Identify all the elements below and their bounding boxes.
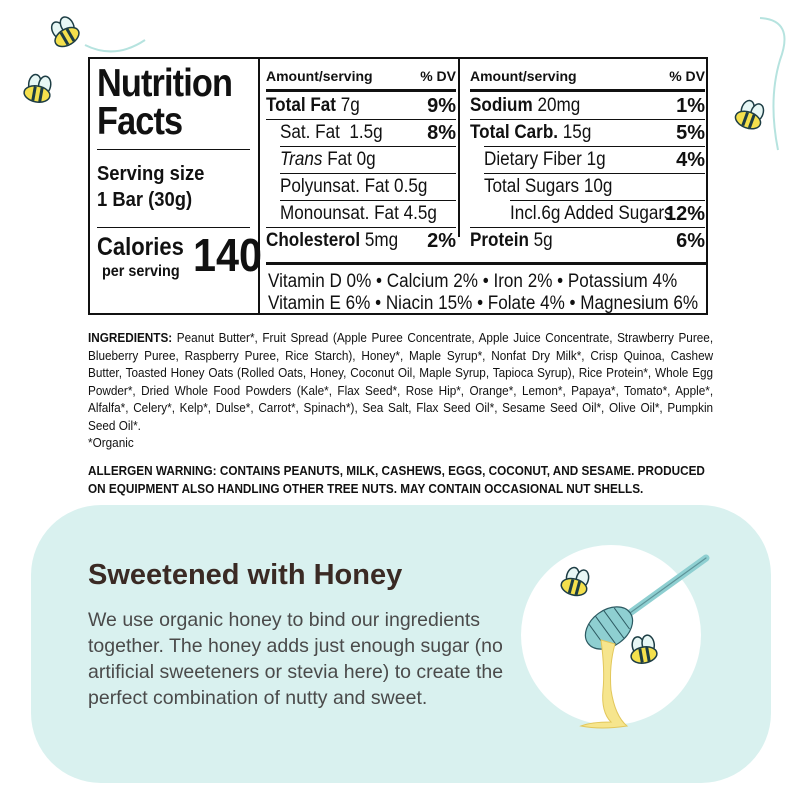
nutrient-row [470,93,705,119]
nutrient-amount: 4.5g [403,203,437,224]
nutrient-name: Sodium [470,95,533,116]
nutrient-dv: 2% [427,230,456,252]
ingredients-list: Peanut Butter*, Fruit Spread (Apple Puree Concentrate, Apple Juice Concentrate, Strawberry Puree, Blueberry Puree, Raspberry Puree, Rice Starch), Honey*, Maple Syrup*, Nonfat Dry Milk*, Crisp Quinoa, Cashew Butter, Toasted Honey Oats (Rolled Oats, Honey, Coconut Oil, Maple Syrup, Tapioca Syrup), Rice Protein*, Whole Egg Powder*, Dried Whole Food Powders (Kale*, Flax Seed*, Rose Hip*, Orange*, Lemon*, Papaya*, Tomato*, Apple*, Alfalfa*, Celery*, Kelp*, Dulse*, Carrot*, Spinach*), Sea Salt, Flax Seed Oil*, Sesame Seed Oil*, Olive Oil*, Pumpkin Seed Oil*. [88,331,714,433]
bee-icon [549,563,599,607]
amount-header: Amount/serving [470,68,577,84]
dv-header: % DV [420,68,456,84]
divider [470,89,705,92]
nutrient-dv: 6% [676,230,705,252]
nutrient-amount: 0.5g [394,176,428,197]
nutrient-amount: 1.5g [349,122,383,143]
vitamins-line-2: Vitamin E 6% • Niacin 15% • Folate 4% • Magnesium 6% [268,293,699,314]
nutrient-amount: 7g [340,95,360,116]
nutrient-name: Monounsat. Fat [280,203,399,224]
nutrient-row [484,174,705,200]
title-line-2: Facts [97,100,183,143]
nutrient-row [266,228,456,254]
nutrient-name: Trans [280,149,323,170]
nutrient-amount: 20mg [537,95,581,116]
divider [266,89,456,92]
nutrient-name: Total Carb. [470,122,559,143]
ingredients-text [88,330,713,453]
vitamins-minerals [268,271,698,315]
nutrient-row [266,93,456,119]
bee-icon [619,631,669,675]
calories-label: Calories [97,233,184,261]
nutrient-row [484,147,705,173]
bee-icon [45,10,155,60]
nutrient-row [470,120,705,146]
calories-value: 140 [193,229,263,281]
nutrient-row [280,120,456,146]
nutrient-amount: 10g [583,176,613,197]
nutrient-dv: 9% [427,95,456,117]
title-line-1: Nutrition [97,62,233,105]
amount-header: Amount/serving [266,68,373,84]
divider [97,149,250,150]
nutrient-amount: 15g [562,122,592,143]
bee-icon [12,72,62,112]
honey-info-card [31,505,771,783]
divider [97,227,250,228]
nutrition-facts-panel [88,57,708,315]
column-header [470,68,705,84]
nutrient-name: Protein [470,230,529,251]
organic-note: *Organic [88,436,134,450]
serving-size-value: 1 Bar (30g) [97,189,193,211]
vitamins-line-1: Vitamin D 0% • Calcium 2% • Iron 2% • Potassium 4% [268,271,678,292]
nutrient-row [470,228,705,254]
column-header [266,68,456,84]
nutrition-facts-title [97,62,233,143]
nutrient-amount: 5mg [364,230,399,251]
serving-size [97,161,204,213]
ingredients-label: INGREDIENTS: [88,331,173,345]
nutrient-amount: Fat 0g [327,149,376,170]
card-title: Sweetened with Honey [88,559,403,591]
nutrient-dv: 8% [427,122,456,144]
nutrient-dv: 5% [676,122,705,144]
nutrient-name: Sat. Fat [280,122,340,143]
card-body: We use organic honey to bind our ingredients together. The honey adds just enough sugar (no artificial sweeteners or stevia here) to create the perfect combination of nutty and sweet. [88,609,504,709]
nutrient-name: Total Sugars [484,176,580,197]
nutrient-name: Cholesterol [266,230,361,251]
nutrient-name: Incl. [510,203,542,224]
bee-icon [720,10,800,160]
nutrient-row [280,147,456,173]
nutrient-name: Polyunsat. Fat [280,176,390,197]
nutrition-summary-column [90,59,263,313]
nutrient-dv: 12% [664,203,705,225]
allergen-warning: ALLERGEN WARNING: CONTAINS PEANUTS, MILK, CASHEWS, EGGS, COCONUT, AND SESAME. PRODUCED ON EQUIPMENT ALSO HANDLING OTHER TREE NUTS. MAY CONTAIN OCCASIONAL NUT SHELLS. [88,464,705,496]
nutrient-row [280,174,456,200]
nutrient-name: Dietary Fiber [484,149,582,170]
nutrient-dv: 4% [676,149,705,171]
nutrient-row [280,201,456,227]
nutrient-amount: 1g [586,149,606,170]
column-separator [458,59,460,237]
dv-header: % DV [669,68,705,84]
nutrient-dv: 1% [676,95,705,117]
calories-per-serving-label: per serving [102,263,180,280]
nutrient-name: Total Fat [266,95,336,116]
serving-size-label: Serving size [97,163,205,185]
nutrient-row [510,201,705,227]
nutrient-amount: 5g [533,230,553,251]
divider [266,262,706,265]
nutrient-amount: 6g Added Sugars [541,203,673,224]
